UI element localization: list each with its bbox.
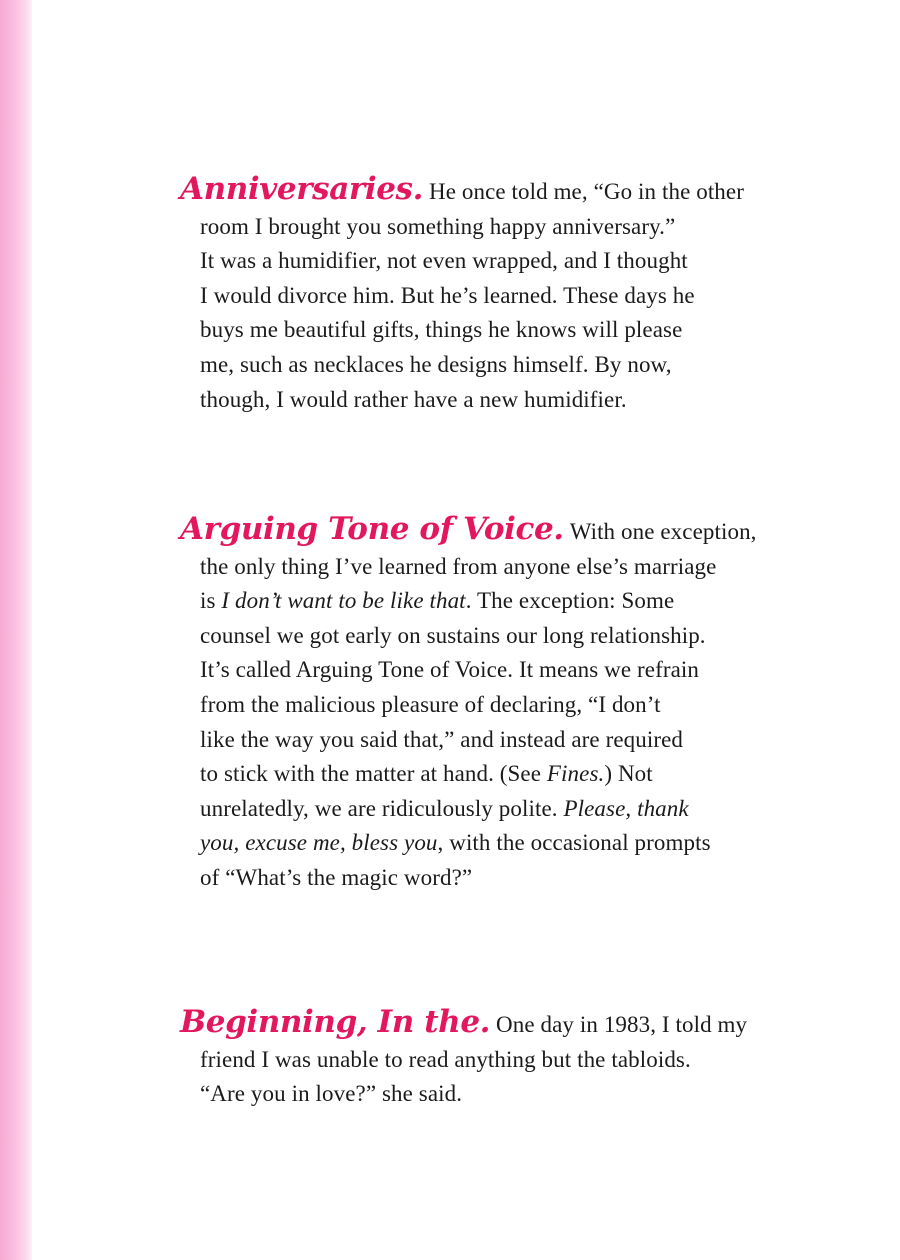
entry-anniversaries [180,171,760,417]
body-text: He once told me, “Go in the other [429,179,744,204]
body-line [200,619,760,654]
body-text: is [200,588,222,614]
body-text: It was a humidifier, not even wrapped, and I thought [200,248,688,274]
entry-beginning-in-the [180,1004,760,1112]
body-text: from the malicious pleasure of declaring, “I don’t [200,691,661,717]
body-text: though, I would rather have a new humidifier. [200,386,627,412]
italic-text: Please, thank [563,795,689,821]
body-text: It’s called Arguing Tone of Voice. It means we refrain [200,657,700,683]
body-text: ) Not [604,761,653,787]
body-text: the only thing I’ve learned from anyone else’s marriage [200,553,717,579]
body-line [200,244,760,279]
body-line [200,313,760,348]
body-text: friend I was unable to read anything but the tabloids. [200,1046,691,1072]
body-line [200,210,760,245]
body-line [200,1043,760,1078]
body-line [200,653,760,688]
body-text: of “What’s the magic word?” [200,864,473,890]
body-text: me, such as necklaces he designs himself. By now, [200,351,672,377]
body-text: With one exception, [569,519,757,544]
entry-heading: Beginning, In the. [180,1004,491,1040]
body-line [200,383,760,418]
body-line [200,348,760,383]
body-line [200,279,760,314]
body-line [200,826,760,861]
entry-first-line [180,1004,760,1043]
entry-first-line [180,511,760,550]
body-text: buys me beautiful gifts, things he knows will please [200,317,683,343]
body-text: , with the occasional prompts [437,830,711,856]
body-text: to stick with the matter at hand. (See [200,761,547,787]
body-text: I would divorce him. But he’s learned. These days he [200,282,695,308]
body-text: “Are you in love?” she said. [200,1081,463,1107]
body-line [200,792,760,827]
entry-first-line [180,171,760,210]
body-line [200,1077,760,1112]
italic-text: Fines. [546,761,605,787]
pink-page-edge [0,0,32,1260]
body-text: unrelatedly, we are ridiculously polite. [200,795,564,821]
entry-heading: Arguing Tone of Voice. [180,511,564,547]
italic-text: I don’t want to be like that [221,588,466,614]
body-line [200,757,760,792]
body-line [200,723,760,758]
italic-text: you, excuse me, bless you [200,830,438,856]
body-line [200,550,760,585]
body-text: room I brought you something happy anniversary.” [200,213,676,239]
body-line [200,688,760,723]
entry-heading: Anniversaries. [180,171,423,207]
body-text: like the way you said that,” and instead are required [200,726,684,752]
body-text: One day in 1983, I told my [496,1012,748,1037]
entry-arguing-tone-of-voice [180,511,760,896]
body-text: counsel we got early on sustains our long relationship. [200,622,706,648]
body-line [200,861,760,896]
body-line [200,584,760,619]
body-text: . The exception: Some [465,588,675,614]
